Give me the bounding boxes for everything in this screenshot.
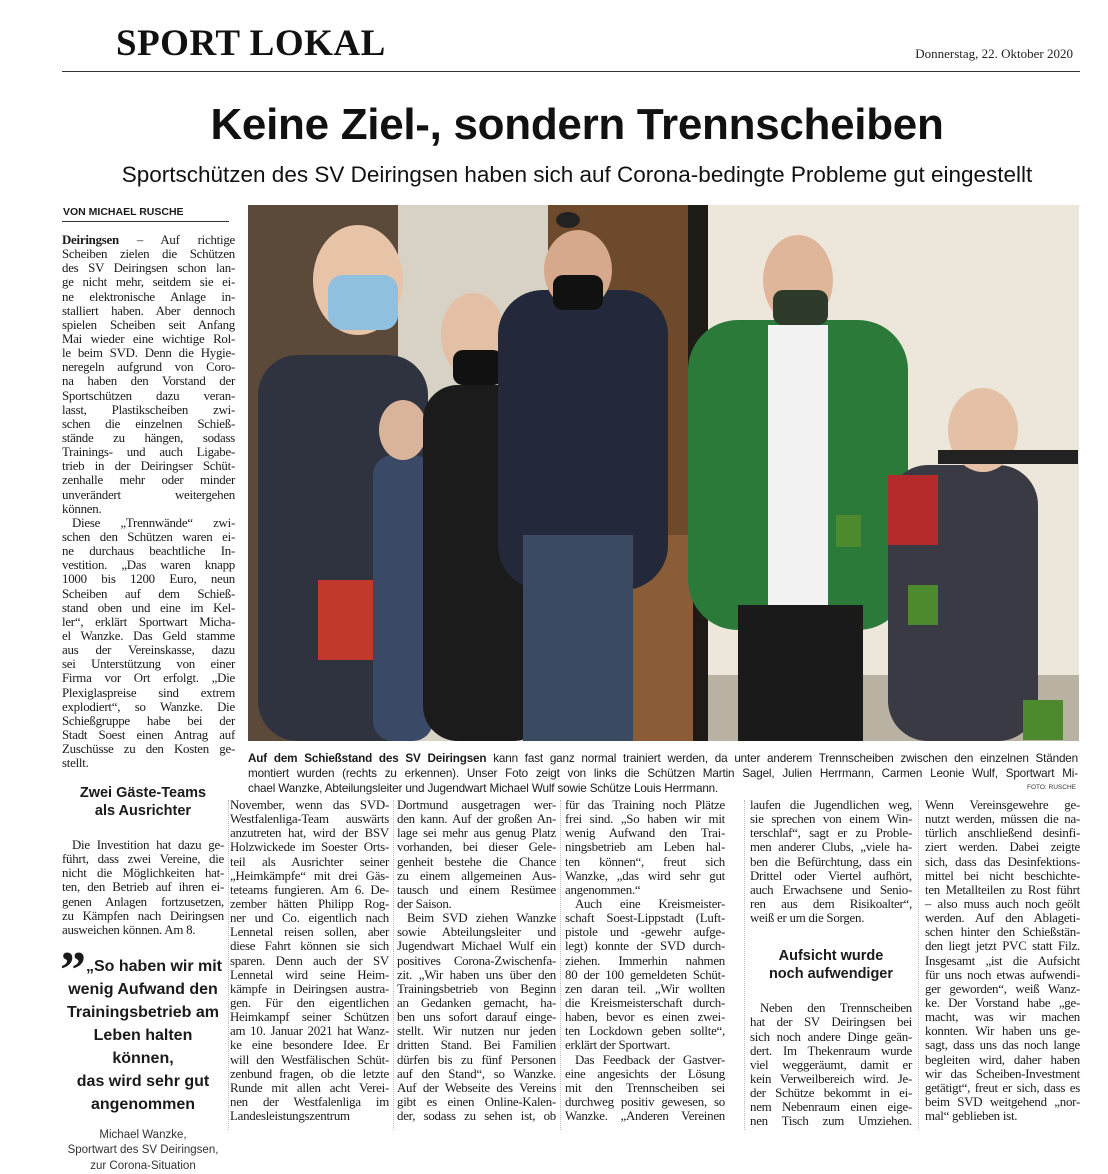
paragraph xyxy=(62,516,235,771)
text-line: Wanzke, „das wird sehr gut xyxy=(565,868,725,883)
text-line: eine angesichts der Lösung xyxy=(565,1066,725,1081)
text-line: neregeln aufgrund von Coro- xyxy=(62,360,235,375)
paragraph xyxy=(397,798,556,911)
text-line: diese Fahrt können sie sich xyxy=(230,939,389,954)
text-line: Jugendwart Michael Wulf ein xyxy=(397,939,556,954)
text-line: Mai wieder eine wichtige Rol- xyxy=(62,331,235,346)
quote-line: das wird sehr gut xyxy=(76,1072,210,1090)
text-line: angenommen.“ xyxy=(565,882,641,897)
text-line: ke eine besondere Idee. Er xyxy=(230,1038,389,1053)
body-column-3 xyxy=(397,798,556,1123)
photo-illustration xyxy=(248,205,1079,741)
text-line: dert. Im Thekenraum wurde xyxy=(750,1043,912,1058)
caption-text: kann fast ganz normal trainiert werden, da unter anderem Trennscheiben zwischen den einzelnen Ständen xyxy=(486,752,1078,765)
text-line: der, sodass zu sehen ist, ob xyxy=(397,1109,556,1124)
text-line: hat der SV Deiringsen bei xyxy=(750,1015,912,1030)
text-line: 1000 bis 1200 Euro, neun xyxy=(62,572,235,587)
text-line: ren aus dem Risikoalter“, xyxy=(750,896,912,911)
text-line: 80 der 100 gemeldeten Schüt- xyxy=(565,967,725,982)
text-line: Sportschützen dazu veran- xyxy=(62,388,235,403)
text-line: des SV Deiringsen schon lan- xyxy=(62,261,235,276)
text-line: Auf der Webseite des Vereins xyxy=(397,1080,556,1095)
text-line: führt, dass zwei Vereine, die xyxy=(62,852,224,867)
text-line: sowie Abteilungsleiter und xyxy=(397,925,556,940)
text-line: sparen. Denn auch der SV xyxy=(230,953,389,968)
column-divider xyxy=(560,800,561,1130)
text-line: ben die Befürchtung, dass ein xyxy=(750,854,912,869)
text-line: nutzt werden, müssen die na- xyxy=(925,812,1080,827)
text-line: der Schütze bekommt in ei- xyxy=(750,1086,912,1101)
paragraph xyxy=(750,798,912,925)
text-line: türlich anschließend desinfi- xyxy=(925,826,1080,841)
column-divider xyxy=(228,800,229,1130)
section-title: SPORT LOKAL xyxy=(116,23,386,64)
text-line: genheit bestehe die Chance xyxy=(397,854,556,869)
text-line: den liegt jetzt PVC statt Filz. xyxy=(925,939,1080,954)
text-line: laufen die Jugendlichen weg, xyxy=(750,798,912,812)
text-line: ten Metallteilen zu Rost führt xyxy=(925,882,1080,897)
text-line: erklärt der Sportwart. xyxy=(565,1038,671,1053)
attribution-line: Sportwart des SV Deiringsen, xyxy=(67,1144,219,1157)
text-line: tausch und einem Resümee xyxy=(397,882,556,897)
text-line: trieb in der Deiringser Schüt- xyxy=(62,459,235,474)
text-line: ten Lockdown geben sollte“, xyxy=(565,1024,725,1039)
text-line: positives Corona-Zwischenfa- xyxy=(397,953,556,968)
text-line: Diese „Trennwände“ zwi- xyxy=(72,515,235,530)
text-line: Wenn Vereinsgewehre ge- xyxy=(925,798,1080,812)
text-line: will den Westfälischen Schüt- xyxy=(230,1052,389,1067)
article-photo xyxy=(248,205,1079,741)
text-line: November, wenn das SVD- xyxy=(230,798,389,812)
text-line: Drittel oder Viertel aufhört, xyxy=(750,868,912,883)
text-line: el Wanzke. Das Geld stamme xyxy=(62,628,235,643)
text-line: Lennetal wird seine Heim- xyxy=(230,967,389,982)
paragraph xyxy=(62,233,235,516)
text-line: ne elektronische Anlage in- xyxy=(62,289,235,304)
text-line: sei Unterstützung von einer xyxy=(62,657,235,672)
header-rule xyxy=(62,71,1080,72)
text-line: mit den Trennscheiben sei xyxy=(565,1080,725,1095)
text-line: mal“ geblieben ist. xyxy=(925,1109,1018,1124)
text-line: legt) konnte der SVD durch- xyxy=(565,939,725,954)
text-line: stellt. xyxy=(62,756,89,771)
text-line: zenbund fragen, ob die letzte xyxy=(230,1066,389,1081)
text-line: getätigt“, freut er sich, dass es xyxy=(925,1080,1080,1095)
paragraph xyxy=(565,897,725,1053)
body-column-6 xyxy=(925,798,1080,1123)
column-divider xyxy=(918,800,919,1130)
text-line: ten können“, freut sich xyxy=(565,854,725,869)
quote-attribution xyxy=(62,1128,224,1174)
text-line: ler“, erklärt Sportwart Micha- xyxy=(62,614,235,629)
caption-line xyxy=(248,751,1078,766)
text-line: vorhanden, bei dieser Gele- xyxy=(397,840,556,855)
text-line: viel weggeräumt, damit er xyxy=(750,1057,912,1072)
text-line: men anderer Clubs, „viele ha- xyxy=(750,840,912,855)
text-line: der Saison. xyxy=(397,896,452,911)
text-line: ten, den Betrieb auf ihren ei- xyxy=(62,880,224,895)
text-line: Lennetal reisen sollen, aber xyxy=(230,925,389,940)
text-line-rest: – Auf richtige xyxy=(136,233,235,247)
text-line: Firma vor Ort erfolgt. „Die xyxy=(62,671,235,686)
text-line: schen hinter den Schießstän- xyxy=(925,925,1080,940)
text-line: ningsbetrieb am Leben hal- xyxy=(565,840,725,855)
text-line: ger geworden“, weiß Wanz- xyxy=(925,981,1080,996)
text-line: stände zu hängen, sodass xyxy=(62,430,235,445)
body-column-5 xyxy=(750,798,912,1129)
photo-credit: FOTO: RUSCHE xyxy=(1027,784,1076,791)
text-line: Neben den Trennscheiben xyxy=(760,1001,912,1016)
text-line: Schießgruppe habe bei der xyxy=(62,713,235,728)
text-line: nicht die Möglichkeiten hat- xyxy=(62,866,224,881)
quote-mark-icon: ” xyxy=(60,941,86,999)
text-line: stand oben und eine im Kel- xyxy=(62,600,235,615)
text-line: ben uns sofort darauf einge- xyxy=(397,1010,556,1025)
text-line: na haben den Vorstand der xyxy=(62,374,235,389)
body-column-1 xyxy=(62,784,224,1174)
text-line: teil als Ausrichter seiner xyxy=(230,854,389,869)
text-line: schen den Schützen waren ei- xyxy=(62,529,235,544)
text-line: kein Verweilbereich wird. Je- xyxy=(750,1071,912,1086)
text-line: ziehen. Immerhin nahmen xyxy=(565,953,725,968)
paragraph xyxy=(230,798,389,1123)
paragraph xyxy=(565,1053,725,1124)
text-line: zu einem allgemeinen Aus- xyxy=(397,868,556,883)
text-line xyxy=(62,233,235,247)
text-line: mittel bei nicht beschichte- xyxy=(925,868,1080,883)
text-line: terschlaf“, sagt er zu Proble- xyxy=(750,826,912,841)
text-line: ziert werden. Dabei zeigte xyxy=(925,840,1080,855)
text-line: macht, was wir machen xyxy=(925,1010,1080,1025)
text-line: werden. Auf den Ablageti- xyxy=(925,911,1080,926)
dateline: Deiringsen xyxy=(62,233,119,247)
text-line: sich noch andere Dinge geän- xyxy=(750,1029,912,1044)
text-line: weiß er um die Sorgen. xyxy=(750,911,865,926)
text-line: ne durchaus beachtliche In- xyxy=(62,544,235,559)
text-line: Holzwickede im Soester Orts- xyxy=(230,840,389,855)
text-line: „Heimkämpfe“ mit drei Gäs- xyxy=(230,868,389,883)
text-line: ke. Der Vorstand habe „ge- xyxy=(925,995,1080,1010)
text-line: Zuschüsse zu den Kosten ge- xyxy=(62,742,235,757)
text-line: Auch eine Kreismeister- xyxy=(575,896,725,911)
text-line: zenhalle mehr oder minder xyxy=(62,473,235,488)
text-line: explodiert“, so Wanzke. Die xyxy=(62,699,235,714)
text-line: schaft Soest-Lippstadt (Luft- xyxy=(565,911,725,926)
text-line: an Gedanken gemacht, ha- xyxy=(397,995,556,1010)
photo-caption xyxy=(248,751,1078,796)
text-line: auf den Stand“, so Wanzke. xyxy=(397,1066,556,1081)
text-line: ge nicht mehr, seitdem sie ei- xyxy=(62,275,235,290)
text-line: zember hätten Philipp Rog- xyxy=(230,896,389,911)
text-line: kämpfe in Deiringsen austra- xyxy=(230,981,389,996)
text-line: sagt, dass uns das noch lange xyxy=(925,1038,1080,1053)
text-line: Wanzke. „Anderen Vereinen xyxy=(565,1109,725,1124)
column-divider xyxy=(393,800,394,1130)
text-line: Scheiben zielen die Schützen xyxy=(62,247,235,262)
text-line: begleiten wird, daher haben xyxy=(925,1052,1080,1067)
text-line: zit. „Wir haben uns über den xyxy=(397,967,556,982)
body-column-4 xyxy=(565,798,725,1123)
text-line: wir das Scheiben-Investment xyxy=(925,1066,1080,1081)
text-line: Beim SVD ziehen Wanzke xyxy=(407,911,556,926)
text-line: Plexiglaspreise sind extrem xyxy=(62,685,235,700)
text-line: lage sei mehr aus genug Platz xyxy=(397,826,556,841)
text-line: schen die einzelnen Schieß- xyxy=(62,416,235,431)
text-line: nem Nebenraum einen eige- xyxy=(750,1100,912,1115)
text-line: Dortmund ausgetragen wer- xyxy=(397,798,556,812)
text-line: frei sind. „So haben wir mit xyxy=(565,812,725,827)
attribution-line: zur Corona-Situation xyxy=(90,1159,196,1172)
text-line: Insgesamt „ist die Aufsicht xyxy=(925,953,1080,968)
text-line: am 10. Januar 2021 hat Wanz- xyxy=(230,1024,389,1039)
body-column-2 xyxy=(230,798,389,1123)
quote-line: wenig Aufwand den xyxy=(68,980,218,998)
issue-date: Donnerstag, 22. Oktober 2020 xyxy=(915,46,1073,61)
paragraph xyxy=(565,798,725,897)
text-line: Scheiben auf dem Schieß- xyxy=(62,586,235,601)
text-line: Stadt Soest einen Antrag auf xyxy=(62,727,235,742)
text-line: sich, dass das Desinfektions- xyxy=(925,854,1080,869)
text-line: Westfalenliga-Team auswärts xyxy=(230,812,389,827)
text-line: ner und Co. eigentlich nach xyxy=(230,911,389,926)
column-divider xyxy=(744,800,745,1130)
text-line: stalliert haben. Aber dennoch xyxy=(62,303,235,318)
quote-line: angenommen xyxy=(90,1095,195,1113)
text-line: für das Training noch Plätze xyxy=(565,798,725,812)
subhead-line: noch aufwendiger xyxy=(768,966,894,983)
quote-line: „So haben wir mit xyxy=(85,957,222,975)
text-line: zu Kämpfen nach Deiringsen xyxy=(62,908,224,923)
subhead xyxy=(750,947,912,983)
pull-quote xyxy=(60,941,224,1116)
text-line: vestition. „Das waren knapp xyxy=(62,558,235,573)
text-line: genen Anlagen fortzusetzen, xyxy=(62,894,224,909)
text-line: spielen Scheiben seit Anfang xyxy=(62,317,235,332)
subheadline: Sportschützen des SV Deiringsen haben sich auf Corona-bedingte Probleme gut eingestellt xyxy=(121,162,1033,187)
text-line: dürfen bis zu fünf Personen xyxy=(397,1052,556,1067)
text-line: Trainingsbetrieb von Beginn xyxy=(397,981,556,996)
text-line: gen. Für den eigentlichen xyxy=(230,995,389,1010)
subhead-line: Aufsicht wurde xyxy=(778,948,884,965)
quote-line: Leben halten können, xyxy=(93,1026,193,1067)
lead-column xyxy=(62,233,235,770)
text-line: konnten. Wir haben uns ge- xyxy=(925,1024,1080,1039)
text-line: unverändert weitergehen xyxy=(62,487,235,502)
text-line: die Kreismeisterschaft durch- xyxy=(565,995,725,1010)
text-line: durchweg positiv gewesen, so xyxy=(565,1094,725,1109)
text-line: pistole und -gewehr aufge- xyxy=(565,925,725,940)
text-line: – also muss auch noch geölt xyxy=(925,896,1080,911)
text-line: stellt. Wir nutzen nur jeden xyxy=(397,1024,556,1039)
text-line: aus der Vereinskasse, dazu xyxy=(62,643,235,658)
text-line: lasst, Plastikscheiben zwi- xyxy=(62,402,235,417)
text-line: den kann. Auf der großen An- xyxy=(397,812,556,827)
byline-rule xyxy=(62,221,229,222)
text-line: Landesleistungszentrum xyxy=(230,1109,350,1124)
subhead xyxy=(62,784,224,820)
text-line: beim SVD weitgehend „nor- xyxy=(925,1094,1080,1109)
attribution-line: Michael Wanzke, xyxy=(99,1128,187,1141)
caption-line: chael Wanzke, Abteilungsleiter und Jugendwart Michael Wulf sowie Schütze Louis Herrmann. xyxy=(248,782,719,795)
text-line: sie sprechen von einem Win- xyxy=(750,812,912,827)
subhead-line: Zwei Gäste-Teams xyxy=(79,785,207,801)
text-line: nen der Westfalenliga im xyxy=(230,1094,389,1109)
text-line: Das Feedback der Gastver- xyxy=(575,1052,725,1067)
text-line: Trainings- und auch Ligabe- xyxy=(62,445,235,460)
text-line: nen Tisch zum Umziehen. xyxy=(750,1114,912,1129)
text-line: dritten Stand. Bei Familien xyxy=(397,1038,556,1053)
text-line: Heimkampf seiner Schützen xyxy=(230,1010,389,1025)
text-line: auch Erwachsene und Senio- xyxy=(750,882,912,897)
text-line: teteams fungieren. Am 6. De- xyxy=(230,882,389,897)
paragraph xyxy=(62,838,224,937)
text-line: für uns noch etwas aufwendi- xyxy=(925,967,1080,982)
text-line: Runde mit allen acht Verei- xyxy=(230,1080,389,1095)
byline: VON MICHAEL RUSCHE xyxy=(63,206,184,218)
text-line: le beim SVD. Denn die Hygie- xyxy=(62,346,235,361)
headline: Keine Ziel-, sondern Trennscheiben xyxy=(210,100,944,149)
text-line: können. xyxy=(62,501,102,516)
paragraph xyxy=(925,798,1080,1123)
text-line: anzutreten hat, wird der BSV xyxy=(230,826,389,841)
paragraph xyxy=(750,1001,912,1128)
quote-line: Trainingsbetrieb am xyxy=(66,1003,220,1021)
caption-lead: Auf dem Schießstand des SV Deiringsen xyxy=(248,752,487,765)
text-line: zen daran teil. „Wir wollten xyxy=(565,981,725,996)
text-line: wenig Aufwand den Trai- xyxy=(565,826,725,841)
text-line: Die Investition hat dazu ge- xyxy=(72,838,224,852)
text-line: ausweichen können. Am 8. xyxy=(62,922,196,937)
text-line: haben, bevor es einen zwei- xyxy=(565,1010,725,1025)
subhead-line: als Ausrichter xyxy=(94,803,192,819)
caption-line: montiert wurden (rechts zu erkennen). Unser Foto zeigt von links die Schützen Martin Sagel, Julien Herrmann, Carmen Leonie Wulf, Sportwart Mi- xyxy=(248,767,1078,780)
text-line: gibt es einen Online-Kalen- xyxy=(397,1094,556,1109)
paragraph xyxy=(397,911,556,1123)
